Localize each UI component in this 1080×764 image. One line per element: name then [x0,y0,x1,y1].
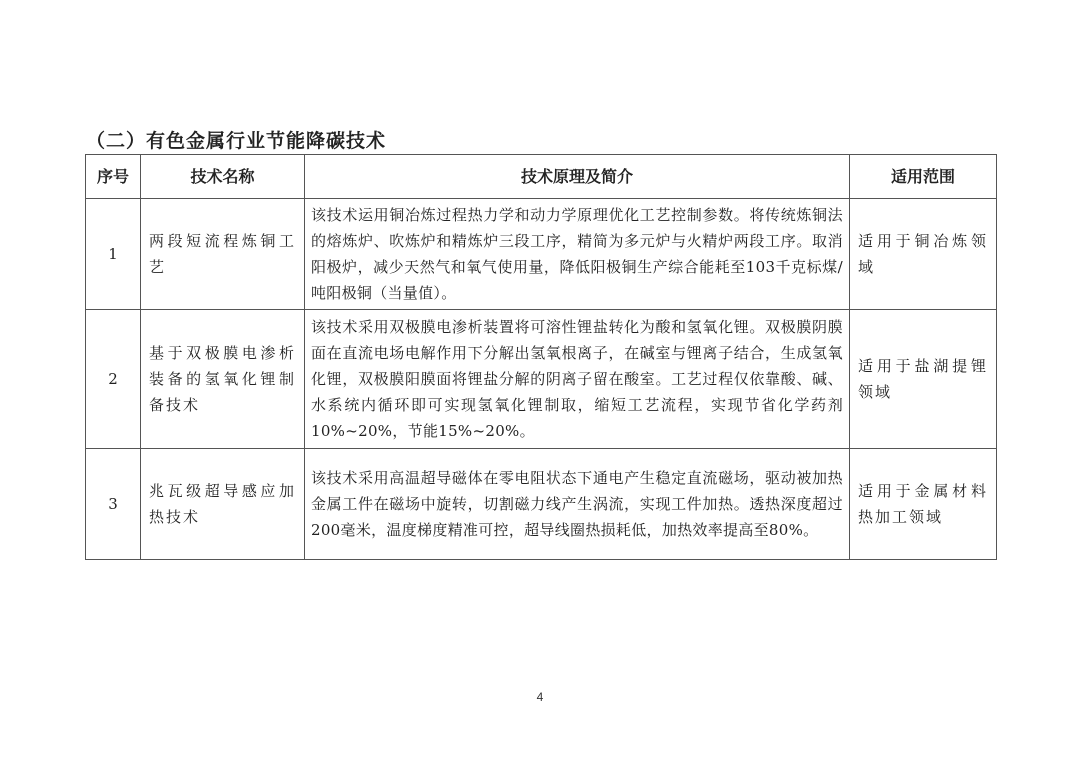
cell-description: 该技术采用高温超导磁体在零电阻状态下通电产生稳定直流磁场，驱动被加热金属工件在磁场中旋转，切割磁力线产生涡流，实现工件加热。透热深度超过200毫米，温度梯度精准可控，超导线圈热损耗低，加热效率提高至80%。 [305,449,850,560]
cell-name: 基于双极膜电渗析装备的氢氧化锂制备技术 [141,310,305,449]
table-row [86,199,997,310]
cell-no: 3 [86,449,141,560]
cell-no: 1 [86,199,141,310]
cell-scope: 适用于盐湖提锂领域 [850,310,997,449]
section-title: （二）有色金属行业节能降碳技术 [86,130,387,152]
page-number: 4 [536,690,544,704]
cell-no: 2 [86,310,141,449]
cell-scope: 适用于铜冶炼领域 [850,199,997,310]
technology-table [85,154,997,560]
header-description: 技术原理及简介 [305,155,850,199]
header-name: 技术名称 [141,155,305,199]
cell-description: 该技术采用双极膜电渗析装置将可溶性锂盐转化为酸和氢氧化锂。双极膜阴膜面在直流电场电解作用下分解出氢氧根离子，在碱室与锂离子结合，生成氢氧化锂，双极膜阳膜面将锂盐分解的阴离子留在酸室。工艺过程仅依靠酸、碱、水系统内循环即可实现氢氧化锂制取，缩短工艺流程，实现节省化学药剂10%~20%，节能15%~20%。 [305,310,850,449]
cell-scope: 适用于金属材料热加工领域 [850,449,997,560]
table-row [86,449,997,560]
table-row [86,310,997,449]
table-header-row [86,155,997,199]
header-scope: 适用范围 [850,155,997,199]
header-no: 序号 [86,155,141,199]
cell-name: 两段短流程炼铜工艺 [141,199,305,310]
cell-description: 该技术运用铜冶炼过程热力学和动力学原理优化工艺控制参数。将传统炼铜法的熔炼炉、吹炼炉和精炼炉三段工序，精简为多元炉与火精炉两段工序。取消阳极炉，减少天然气和氧气使用量，降低阳极铜生产综合能耗至103千克标煤/吨阳极铜（当量值）。 [305,199,850,310]
cell-name: 兆瓦级超导感应加热技术 [141,449,305,560]
